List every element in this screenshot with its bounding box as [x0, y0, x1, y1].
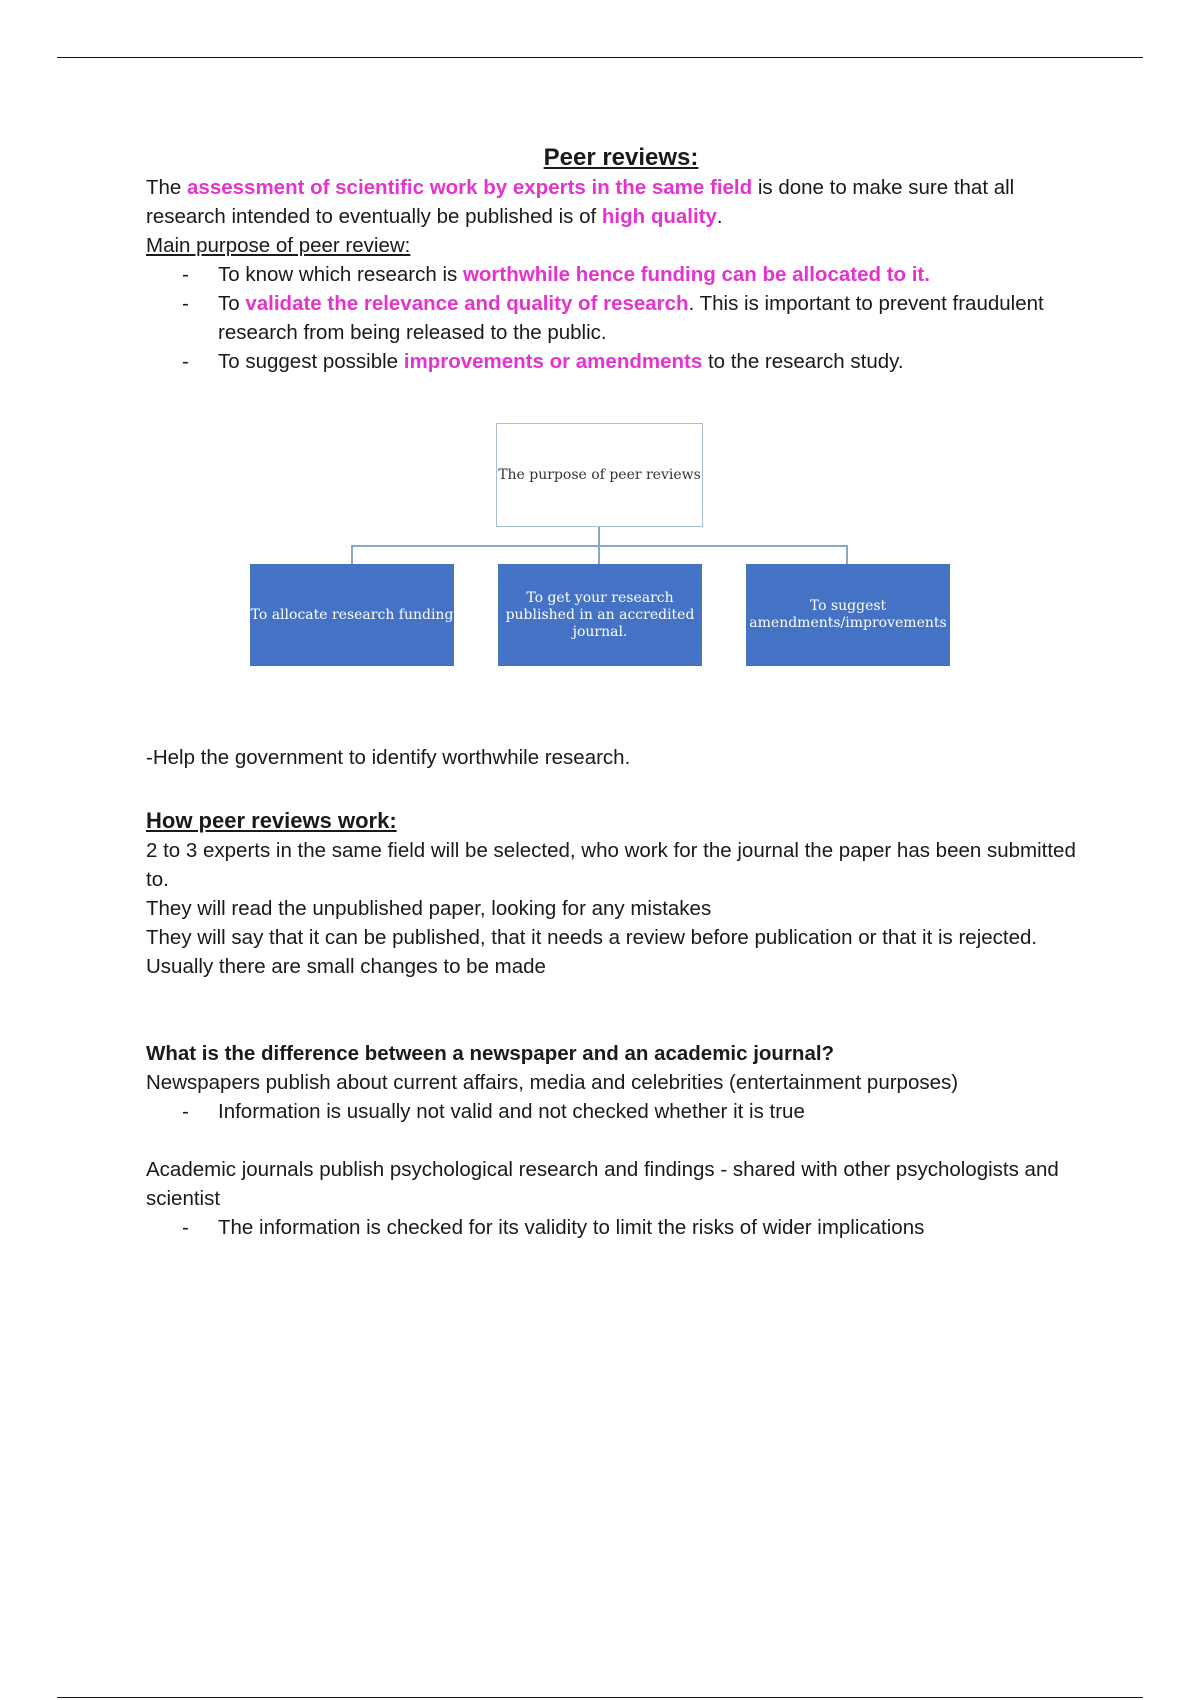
connector-line: [846, 545, 848, 564]
purpose-heading: Main purpose of peer review:: [146, 234, 411, 257]
connector-line: [598, 526, 600, 546]
highlight-text: assessment of scientific work by experts in the same field: [187, 176, 753, 199]
how-paragraph: 2 to 3 experts in the same field will be selected, who work for the journal the paper has been submitted to.: [146, 839, 1076, 891]
list-item: - The information is checked for its validity to limit the risks of wider implications: [146, 1213, 1096, 1242]
purpose-diagram: [146, 401, 1096, 731]
how-heading: How peer reviews work:: [146, 808, 397, 833]
diagram-child-node: To suggest amendments/improvements: [746, 564, 950, 666]
newspapers-paragraph: Newspapers publish about current affairs, media and celebrities (entertainment purposes): [146, 1071, 959, 1094]
document-body: [146, 143, 1096, 1242]
how-paragraph: Usually there are small changes to be made: [146, 955, 546, 978]
list-item: - To know which research is worthwhile hence funding can be allocated to it.: [146, 260, 1096, 289]
bottom-rule: [57, 1697, 1143, 1698]
how-paragraph: They will read the unpublished paper, looking for any mistakes: [146, 897, 712, 920]
difference-heading: What is the difference between a newspaper and an academic journal?: [146, 1042, 835, 1065]
intro-paragraph: The assessment of scientific work by experts in the same field is done to make sure that all research intended to eventually be published is of high quality.: [146, 176, 1015, 228]
list-item: - To validate the relevance and quality of research. This is important to prevent fraudulent research from being released to the public.: [146, 289, 1096, 347]
journals-list: [146, 1213, 1096, 1242]
diagram-root-node: The purpose of peer reviews: [496, 423, 703, 527]
list-item: - To suggest possible improvements or amendments to the research study.: [146, 347, 1096, 376]
top-rule: [57, 57, 1143, 58]
journals-paragraph: Academic journals publish psychological research and findings - shared with other psychologists and scientist: [146, 1158, 1059, 1210]
highlight-text: high quality: [601, 205, 717, 228]
page-title: Peer reviews:: [543, 144, 699, 171]
list-item: - Information is usually not valid and not checked whether it is true: [146, 1097, 1096, 1126]
diagram-child-node: To get your research published in an accredited journal.: [498, 564, 702, 666]
help-line: -Help the government to identify worthwhile research.: [146, 746, 631, 769]
connector-line: [351, 545, 353, 564]
connector-line: [598, 545, 600, 564]
diagram-child-node: To allocate research funding: [250, 564, 454, 666]
how-paragraph: They will say that it can be published, that it needs a review before publication or that it is rejected.: [146, 926, 1038, 949]
purpose-list: [146, 260, 1096, 376]
newspapers-list: [146, 1097, 1096, 1126]
